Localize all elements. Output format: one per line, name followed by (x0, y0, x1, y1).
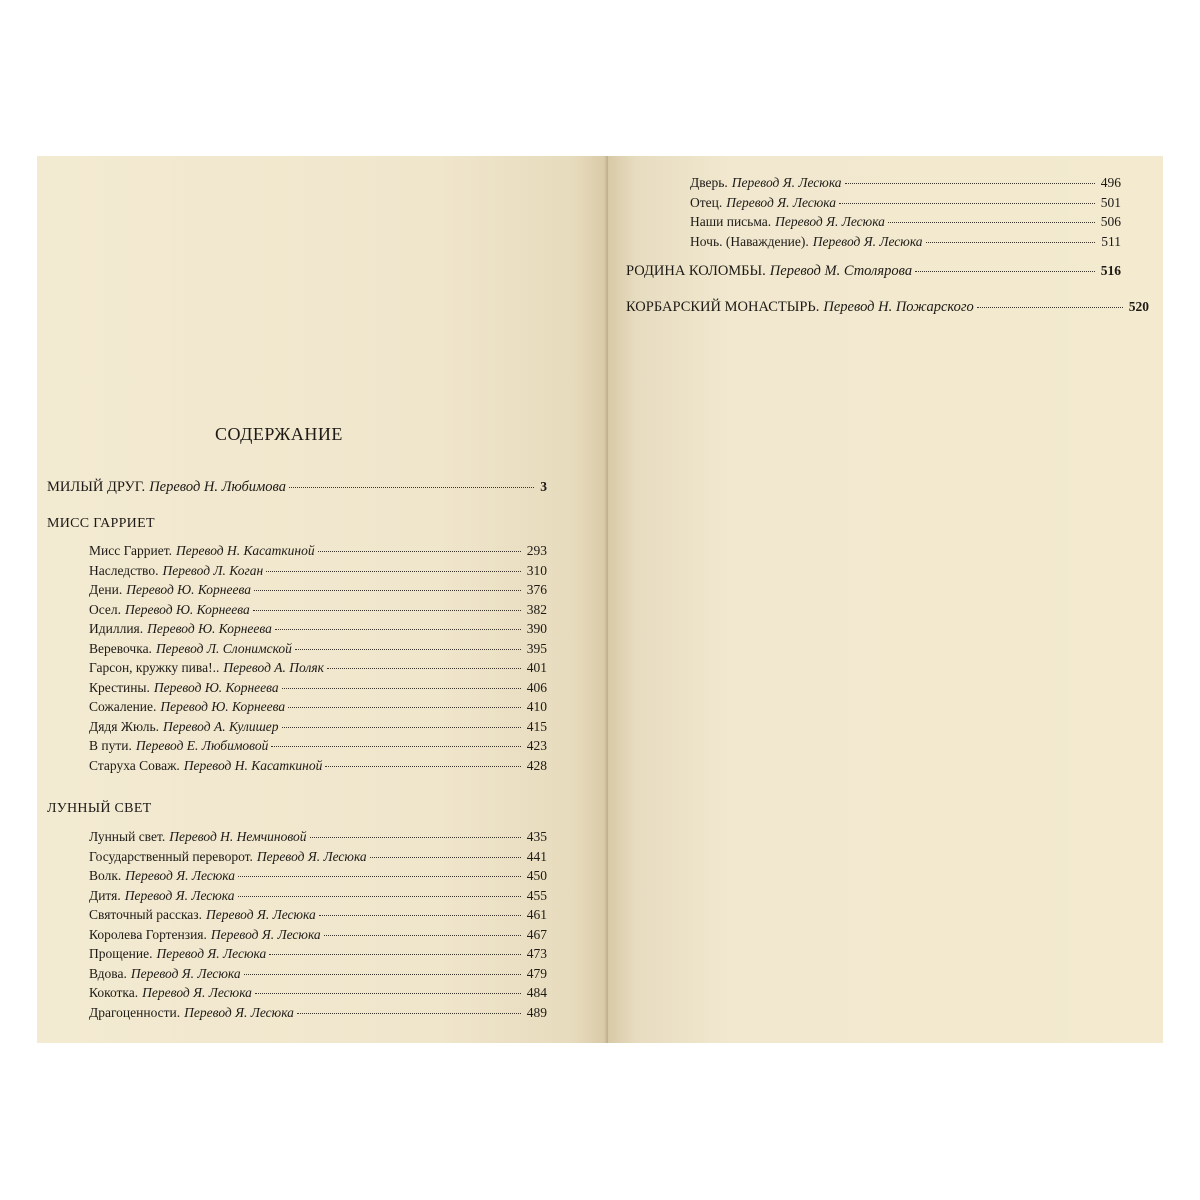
entry-page: 423 (526, 738, 547, 753)
entry-title: Гарсон, кружку пива!.. (89, 660, 220, 675)
toc-entry (690, 213, 1121, 231)
toc-entry (89, 737, 547, 755)
entry-page: 293 (526, 543, 547, 558)
entry-translator: Перевод Я. Лесюка (731, 175, 842, 190)
toc-entry (690, 174, 1121, 192)
entry-translator: Перевод Я. Лесюка (184, 1004, 294, 1020)
dot-leader (282, 727, 521, 728)
toc-entry (89, 679, 547, 697)
dot-leader (282, 688, 521, 689)
entry-page: 435 (526, 829, 547, 844)
entry-page: 484 (526, 985, 547, 1000)
entry-title: Старуха Соваж. (89, 757, 180, 773)
entry-translator: Перевод Л. Слонимской (155, 640, 292, 656)
entry-translator: Перевод Ю. Корнеева (125, 601, 250, 617)
entry-page: 467 (526, 926, 547, 942)
entry-translator: Перевод Я. Лесюка (210, 926, 321, 942)
toc-entry (89, 926, 547, 944)
dot-leader (324, 935, 521, 936)
entry-title: Дверь. (690, 175, 728, 190)
dot-leader (297, 1013, 521, 1014)
entry-page: 511 (1101, 233, 1121, 249)
entry-translator: Перевод Я. Лесюка (726, 194, 837, 210)
entry-title: Дядя Жюль. (89, 718, 159, 734)
entry-translator: Перевод Я. Лесюка (130, 965, 241, 981)
entry-page: 376 (526, 582, 547, 597)
dot-leader (370, 857, 521, 858)
entry-title: Мисс Гарриет. (89, 543, 173, 558)
entry-page: 395 (526, 640, 547, 656)
entry-page: 410 (526, 699, 547, 714)
entry-page: 310 (526, 562, 547, 578)
entry-title: Крестины. (89, 679, 150, 695)
entry-title: Наследство. (89, 562, 159, 578)
entry-translator: Перевод Я. Лесюка (125, 868, 236, 883)
entry-translator: Перевод Ю. Корнеева (147, 621, 272, 636)
entry-translator: Перевод Я. Лесюка (124, 887, 235, 903)
dot-leader (977, 307, 1123, 308)
toc-entry (89, 757, 547, 775)
left-page (37, 156, 608, 1043)
dot-leader (839, 203, 1095, 204)
section-header: ЛУННЫЙ СВЕТ (47, 801, 152, 816)
entry-page: 455 (526, 887, 547, 903)
entry-page: 506 (1100, 214, 1121, 229)
dot-leader (845, 183, 1095, 184)
dot-leader (271, 746, 520, 747)
entry-page: 406 (526, 679, 547, 695)
entry-translator: Перевод Н. Пожарского (823, 299, 974, 315)
toc-entry (89, 562, 547, 580)
dot-leader (289, 487, 534, 488)
entry-title: Осел. (89, 601, 122, 617)
entry-title: Отец. (690, 194, 723, 210)
entry-page: 441 (526, 848, 547, 864)
dot-leader (253, 610, 521, 611)
toc-entry (89, 828, 547, 846)
dot-leader (269, 954, 521, 955)
dot-leader (926, 242, 1096, 243)
entry-translator: Перевод Я. Лесюка (812, 233, 923, 249)
entry-page: 479 (526, 965, 547, 981)
entry-page: 473 (526, 946, 547, 961)
toc-entry (89, 640, 547, 658)
entry-page: 520 (1128, 299, 1149, 314)
toc-entry (89, 542, 547, 560)
dot-leader (325, 766, 520, 767)
dot-leader (318, 551, 521, 552)
entry-translator: Перевод Л. Коган (162, 562, 264, 578)
toc-entry (89, 698, 547, 716)
entry-translator: Перевод Ю. Корнеева (160, 699, 286, 714)
dot-leader (319, 915, 521, 916)
entry-title: Дитя. (89, 887, 121, 903)
toc-entry (89, 867, 547, 885)
entry-translator: Перевод Я. Лесюка (156, 946, 267, 961)
main-entry (626, 298, 1149, 316)
toc-title: СОДЕРЖАНИЕ (215, 424, 343, 444)
entry-title: Волк. (89, 868, 122, 883)
entry-title: Дени. (89, 582, 123, 597)
toc-entry (89, 601, 547, 619)
entry-translator: Перевод Ю. Корнеева (126, 582, 251, 597)
entry-translator: Перевод Н. Любимова (149, 479, 286, 495)
entry-title: Вдова. (89, 965, 127, 981)
entry-title: В пути. (89, 738, 132, 753)
entry-title: Веревочка. (89, 640, 152, 656)
toc-entry (89, 945, 547, 963)
main-entry (626, 262, 1121, 280)
dot-leader (244, 974, 521, 975)
toc-entry (690, 233, 1121, 251)
section-header: МИСС ГАРРИЕТ (47, 516, 155, 531)
dot-leader (310, 837, 521, 838)
entry-page: 390 (526, 621, 547, 636)
entry-page: 461 (526, 907, 547, 922)
toc-entry (89, 965, 547, 983)
toc-entry (89, 984, 547, 1002)
right-page (608, 156, 1163, 1043)
entry-page: 401 (526, 660, 547, 675)
toc-entry (89, 581, 547, 599)
entry-translator: Перевод М. Столярова (769, 263, 913, 279)
main-entry (47, 478, 547, 496)
dot-leader (238, 876, 521, 877)
entry-page: 489 (526, 1004, 547, 1020)
toc-entry (89, 1004, 547, 1022)
toc-entry (89, 718, 547, 736)
book-spread (37, 156, 1163, 1043)
dot-leader (888, 222, 1095, 223)
entry-page: 501 (1100, 194, 1121, 210)
entry-translator: Перевод Е. Любимовой (135, 738, 269, 753)
entry-translator: Перевод А. Поляк (223, 660, 324, 675)
entry-title: МИЛЫЙ ДРУГ. (47, 479, 146, 495)
entry-title: Святочный рассказ. (89, 907, 202, 922)
entry-translator: Перевод Я. Лесюка (256, 848, 367, 864)
dot-leader (266, 571, 521, 572)
entry-title: Идиллия. (89, 621, 144, 636)
entry-translator: Перевод А. Кулишер (163, 718, 279, 734)
entry-title: Лунный свет. (89, 829, 166, 844)
entry-page: 428 (526, 757, 547, 773)
entry-translator: Перевод Н. Касаткиной (176, 543, 315, 558)
entry-page: 450 (526, 868, 547, 883)
entry-translator: Перевод Я. Лесюка (142, 985, 252, 1000)
entry-page: 516 (1100, 263, 1121, 278)
entry-title: Ночь. (Наваждение). (690, 233, 809, 249)
entry-translator: Перевод Н. Немчиновой (169, 829, 307, 844)
dot-leader (327, 668, 521, 669)
dot-leader (915, 271, 1095, 272)
dot-leader (238, 896, 521, 897)
dot-leader (288, 707, 521, 708)
entry-page: 496 (1100, 175, 1121, 190)
toc-entry (89, 906, 547, 924)
entry-title: Сожаление. (89, 699, 157, 714)
entry-title: КОРБАРСКИЙ МОНАСТЫРЬ. (626, 299, 820, 315)
entry-page: 415 (526, 718, 547, 734)
entry-title: РОДИНА КОЛОМБЫ. (626, 263, 766, 279)
entry-page: 382 (526, 601, 547, 617)
dot-leader (254, 590, 521, 591)
entry-title: Королева Гортензия. (89, 926, 207, 942)
toc-entry (690, 194, 1121, 212)
toc-entry (89, 848, 547, 866)
dot-leader (255, 993, 521, 994)
toc-entry (89, 620, 547, 638)
entry-title: Наши письма. (690, 214, 772, 229)
entry-title: Кокотка. (89, 985, 139, 1000)
toc-entry (89, 887, 547, 905)
entry-translator: Перевод Н. Касаткиной (183, 757, 323, 773)
dot-leader (295, 649, 521, 650)
entry-page: 3 (540, 479, 547, 494)
entry-translator: Перевод Я. Лесюка (775, 214, 885, 229)
entry-translator: Перевод Ю. Корнеева (153, 679, 279, 695)
toc-entry (89, 659, 547, 677)
entry-title: Государственный переворот. (89, 848, 253, 864)
entry-translator: Перевод Я. Лесюка (206, 907, 316, 922)
dot-leader (275, 629, 521, 630)
entry-title: Драгоценности. (89, 1004, 181, 1020)
entry-title: Прощение. (89, 946, 153, 961)
